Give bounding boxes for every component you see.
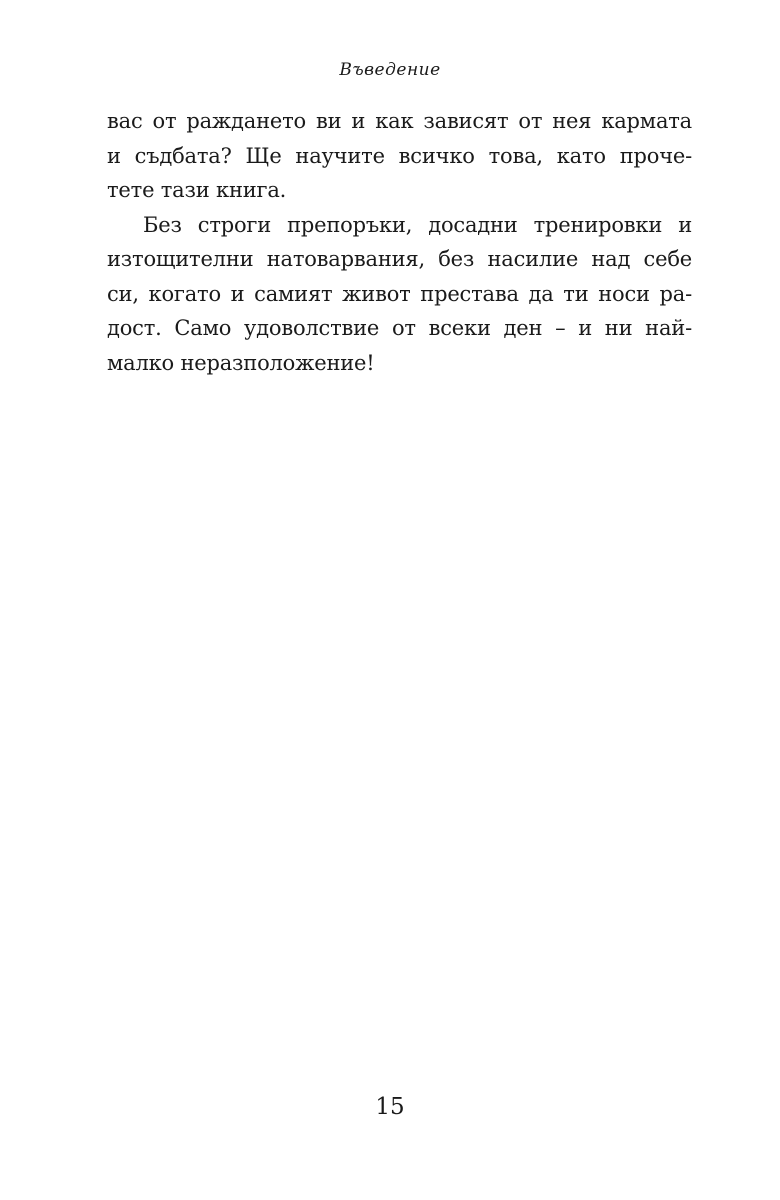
text-line: изтощителни натоварвания, без насилие над себе [107, 247, 692, 271]
text-line: и съдбата? Ще научите всичко това, като проче- [107, 143, 692, 168]
paragraph [107, 208, 692, 381]
text-line: вас от раждането ви и как зависят от нея кармата [107, 109, 692, 133]
text-line: Без строги препоръки, досадни тренировки и [143, 212, 692, 237]
text-line: малко неразположение! [107, 350, 375, 375]
body-text [107, 104, 692, 380]
paragraph [107, 104, 692, 208]
text-line: си, когато и самият живот престава да ти носи ра- [107, 281, 692, 306]
page-number: 15 [375, 1094, 405, 1120]
text-line: тете тази книга. [107, 178, 287, 202]
running-header: Въведение [339, 60, 441, 80]
text-line: дост. Само удоволствие от всеки ден – и ни най- [107, 316, 692, 340]
